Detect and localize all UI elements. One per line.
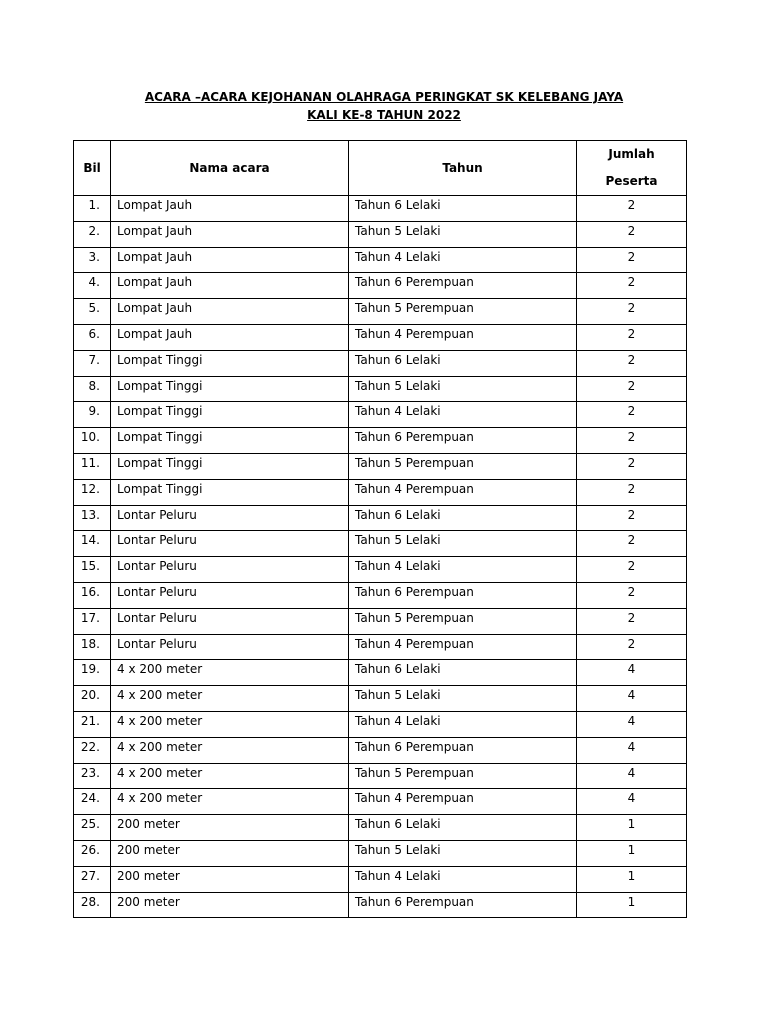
document-title: ACARA –ACARA KEJOHANAN OLAHRAGA PERINGKAT SK KELEBANG JAYA (144, 90, 624, 104)
cell-tahun: Tahun 5 Lelaki (349, 840, 577, 866)
cell-nama-acara: Lompat Jauh (111, 299, 349, 325)
table-row (74, 582, 687, 608)
cell-nama-acara: Lontar Peluru (111, 505, 349, 531)
cell-tahun: Tahun 6 Lelaki (349, 196, 577, 222)
cell-jumlah-peserta: 2 (577, 402, 687, 428)
cell-nama-acara: Lompat Tinggi (111, 402, 349, 428)
cell-nama-acara: Lompat Jauh (111, 247, 349, 273)
table-row (74, 505, 687, 531)
header-nama-acara: Nama acara (111, 141, 349, 196)
cell-tahun: Tahun 5 Lelaki (349, 686, 577, 712)
cell-jumlah-peserta: 2 (577, 634, 687, 660)
cell-tahun: Tahun 6 Perempuan (349, 892, 577, 918)
cell-jumlah-peserta: 2 (577, 376, 687, 402)
cell-bil: 24. (74, 789, 111, 815)
cell-tahun: Tahun 6 Perempuan (349, 582, 577, 608)
cell-jumlah-peserta: 2 (577, 247, 687, 273)
cell-bil: 28. (74, 892, 111, 918)
cell-tahun: Tahun 4 Perempuan (349, 324, 577, 350)
header-jumlah-line1: Jumlah (608, 147, 655, 161)
cell-nama-acara: Lontar Peluru (111, 531, 349, 557)
table-row (74, 892, 687, 918)
document-subtitle: KALI KE-8 TAHUN 2022 (307, 108, 461, 122)
cell-bil: 8. (74, 376, 111, 402)
cell-jumlah-peserta: 4 (577, 737, 687, 763)
cell-jumlah-peserta: 2 (577, 608, 687, 634)
cell-jumlah-peserta: 4 (577, 789, 687, 815)
header-bil: Bil (74, 141, 111, 196)
cell-nama-acara: 200 meter (111, 866, 349, 892)
cell-tahun: Tahun 4 Lelaki (349, 866, 577, 892)
cell-tahun: Tahun 5 Lelaki (349, 376, 577, 402)
cell-tahun: Tahun 5 Lelaki (349, 531, 577, 557)
cell-jumlah-peserta: 2 (577, 505, 687, 531)
cell-tahun: Tahun 4 Perempuan (349, 479, 577, 505)
cell-nama-acara: 4 x 200 meter (111, 763, 349, 789)
cell-jumlah-peserta: 2 (577, 196, 687, 222)
cell-tahun: Tahun 6 Perempuan (349, 428, 577, 454)
table-row (74, 557, 687, 583)
cell-bil: 27. (74, 866, 111, 892)
cell-jumlah-peserta: 2 (577, 582, 687, 608)
header-tahun: Tahun (349, 141, 577, 196)
cell-tahun: Tahun 5 Perempuan (349, 763, 577, 789)
table-row (74, 531, 687, 557)
cell-bil: 5. (74, 299, 111, 325)
table-row (74, 634, 687, 660)
cell-nama-acara: 200 meter (111, 840, 349, 866)
cell-bil: 17. (74, 608, 111, 634)
cell-bil: 6. (74, 324, 111, 350)
header-jumlah-line2: Peserta (605, 174, 658, 188)
table-row (74, 299, 687, 325)
table-body (74, 196, 687, 918)
cell-tahun: Tahun 4 Lelaki (349, 247, 577, 273)
cell-bil: 25. (74, 815, 111, 841)
cell-nama-acara: Lontar Peluru (111, 634, 349, 660)
cell-jumlah-peserta: 2 (577, 479, 687, 505)
cell-jumlah-peserta: 2 (577, 324, 687, 350)
cell-nama-acara: Lompat Tinggi (111, 350, 349, 376)
table-row (74, 376, 687, 402)
cell-tahun: Tahun 4 Lelaki (349, 557, 577, 583)
cell-tahun: Tahun 4 Lelaki (349, 711, 577, 737)
cell-bil: 22. (74, 737, 111, 763)
cell-nama-acara: 200 meter (111, 892, 349, 918)
table-row (74, 763, 687, 789)
cell-nama-acara: Lompat Tinggi (111, 453, 349, 479)
cell-nama-acara: Lompat Jauh (111, 273, 349, 299)
table-row (74, 350, 687, 376)
cell-nama-acara: 4 x 200 meter (111, 789, 349, 815)
cell-bil: 9. (74, 402, 111, 428)
cell-bil: 7. (74, 350, 111, 376)
table-row (74, 711, 687, 737)
cell-jumlah-peserta: 2 (577, 221, 687, 247)
cell-bil: 2. (74, 221, 111, 247)
table-row (74, 840, 687, 866)
cell-tahun: Tahun 6 Perempuan (349, 273, 577, 299)
cell-jumlah-peserta: 1 (577, 866, 687, 892)
cell-nama-acara: 4 x 200 meter (111, 737, 349, 763)
cell-bil: 14. (74, 531, 111, 557)
cell-bil: 10. (74, 428, 111, 454)
cell-bil: 12. (74, 479, 111, 505)
cell-nama-acara: Lontar Peluru (111, 608, 349, 634)
cell-jumlah-peserta: 2 (577, 557, 687, 583)
cell-bil: 26. (74, 840, 111, 866)
cell-bil: 1. (74, 196, 111, 222)
cell-jumlah-peserta: 2 (577, 273, 687, 299)
events-table (73, 140, 687, 918)
cell-nama-acara: 4 x 200 meter (111, 711, 349, 737)
table-row (74, 324, 687, 350)
cell-jumlah-peserta: 2 (577, 350, 687, 376)
table-row (74, 608, 687, 634)
cell-tahun: Tahun 6 Perempuan (349, 737, 577, 763)
cell-tahun: Tahun 4 Lelaki (349, 402, 577, 428)
cell-bil: 18. (74, 634, 111, 660)
cell-nama-acara: Lompat Tinggi (111, 376, 349, 402)
table-row (74, 686, 687, 712)
cell-bil: 13. (74, 505, 111, 531)
table-row (74, 273, 687, 299)
table-row (74, 737, 687, 763)
cell-nama-acara: Lompat Jauh (111, 324, 349, 350)
table-row (74, 479, 687, 505)
cell-jumlah-peserta: 4 (577, 763, 687, 789)
cell-tahun: Tahun 6 Lelaki (349, 660, 577, 686)
table-header-row (74, 141, 687, 196)
cell-tahun: Tahun 5 Lelaki (349, 221, 577, 247)
table-row (74, 815, 687, 841)
cell-bil: 16. (74, 582, 111, 608)
cell-tahun: Tahun 4 Perempuan (349, 634, 577, 660)
cell-jumlah-peserta: 2 (577, 453, 687, 479)
cell-nama-acara: Lompat Tinggi (111, 479, 349, 505)
cell-bil: 15. (74, 557, 111, 583)
table-row (74, 789, 687, 815)
cell-jumlah-peserta: 2 (577, 531, 687, 557)
cell-jumlah-peserta: 1 (577, 840, 687, 866)
table-row (74, 866, 687, 892)
cell-nama-acara: 4 x 200 meter (111, 660, 349, 686)
cell-nama-acara: Lompat Tinggi (111, 428, 349, 454)
cell-nama-acara: 200 meter (111, 815, 349, 841)
cell-tahun: Tahun 5 Perempuan (349, 299, 577, 325)
table-row (74, 247, 687, 273)
cell-nama-acara: Lompat Jauh (111, 221, 349, 247)
cell-tahun: Tahun 6 Lelaki (349, 350, 577, 376)
cell-jumlah-peserta: 4 (577, 711, 687, 737)
cell-bil: 21. (74, 711, 111, 737)
cell-nama-acara: 4 x 200 meter (111, 686, 349, 712)
cell-tahun: Tahun 5 Perempuan (349, 453, 577, 479)
cell-jumlah-peserta: 4 (577, 660, 687, 686)
cell-tahun: Tahun 6 Lelaki (349, 815, 577, 841)
cell-jumlah-peserta: 4 (577, 686, 687, 712)
table-row (74, 660, 687, 686)
cell-bil: 3. (74, 247, 111, 273)
cell-jumlah-peserta: 1 (577, 815, 687, 841)
cell-jumlah-peserta: 2 (577, 299, 687, 325)
table-row (74, 402, 687, 428)
table-row (74, 196, 687, 222)
cell-nama-acara: Lontar Peluru (111, 557, 349, 583)
cell-nama-acara: Lontar Peluru (111, 582, 349, 608)
cell-tahun: Tahun 5 Perempuan (349, 608, 577, 634)
cell-nama-acara: Lompat Jauh (111, 196, 349, 222)
table-row (74, 221, 687, 247)
cell-bil: 4. (74, 273, 111, 299)
cell-tahun: Tahun 4 Perempuan (349, 789, 577, 815)
cell-bil: 19. (74, 660, 111, 686)
cell-bil: 11. (74, 453, 111, 479)
table-row (74, 453, 687, 479)
cell-bil: 20. (74, 686, 111, 712)
cell-jumlah-peserta: 2 (577, 428, 687, 454)
header-jumlah-peserta (577, 141, 687, 196)
table-row (74, 428, 687, 454)
cell-tahun: Tahun 6 Lelaki (349, 505, 577, 531)
cell-jumlah-peserta: 1 (577, 892, 687, 918)
cell-bil: 23. (74, 763, 111, 789)
